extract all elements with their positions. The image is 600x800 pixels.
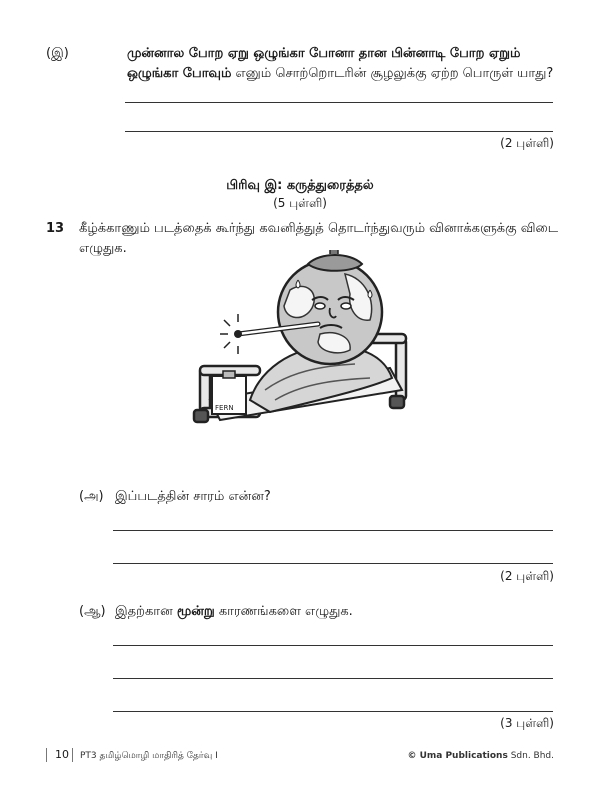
answer-line[interactable]: [113, 530, 553, 531]
publisher-credit: [407, 751, 554, 761]
artist-signature: FERN: [215, 404, 234, 412]
answer-line[interactable]: [125, 102, 553, 103]
footer-divider: [72, 748, 73, 762]
question-text-bold-part: ஒழுங்கா போவும்: [127, 66, 232, 81]
part-b-text-start: இதற்கான: [115, 604, 177, 619]
marks-label: (2 புள்ளி): [500, 136, 554, 150]
part-b-label: (ஆ): [79, 604, 106, 619]
cartoon-illustration: [180, 250, 430, 450]
question-text-rest: எனும் சொற்றொடரின் சூழலுக்கு ஏற்ற பொருள் யாது?: [231, 66, 554, 81]
question-text-line-1: முன்னால போற ஏறு ஒழுங்கா போனா தான பின்னாடி போற ஏறும்: [127, 46, 521, 61]
section-title: பிரிவு இ: கருத்துரைத்தல்: [226, 178, 374, 193]
part-a-label: (அ): [79, 489, 104, 504]
publisher-rest: Sdn. Bhd.: [507, 751, 554, 761]
answer-line[interactable]: [113, 678, 553, 679]
question-number: 13: [46, 221, 65, 236]
marks-label: (3 புள்ளி): [500, 716, 554, 730]
publisher-brand: © Uma Publications: [407, 751, 508, 761]
answer-line[interactable]: [113, 711, 553, 712]
part-b-text-bold: மூன்று: [176, 604, 215, 619]
answer-line[interactable]: [113, 645, 553, 646]
question-text-line-2: [127, 64, 553, 84]
question-label: (இ): [46, 46, 69, 61]
section-marks: (5 புள்ளி): [273, 196, 327, 210]
part-b-text-end: காரணங்களை எழுதுக.: [214, 604, 353, 619]
footer-divider: [46, 748, 47, 762]
answer-line[interactable]: [113, 563, 553, 564]
marks-label: (2 புள்ளி): [500, 569, 554, 583]
question-13-text-line-2: எழுதுக.: [79, 241, 127, 256]
question-13-text-line-1: கீழ்க்காணும் படத்தைக் கூர்ந்து கவனித்துத் தொடர்ந்துவரும் வினாக்களுக்கு விடை: [79, 221, 559, 236]
part-a-question: இப்படத்தின் சாரம் என்ன?: [115, 489, 271, 504]
book-title: PT3 தமிழ்மொழி மாதிரித் தேர்வு I: [80, 751, 218, 761]
page-number: 10: [55, 748, 69, 761]
answer-line[interactable]: [125, 131, 553, 132]
part-b-question: [115, 602, 353, 622]
sick-earth-cartoon: [180, 250, 430, 450]
